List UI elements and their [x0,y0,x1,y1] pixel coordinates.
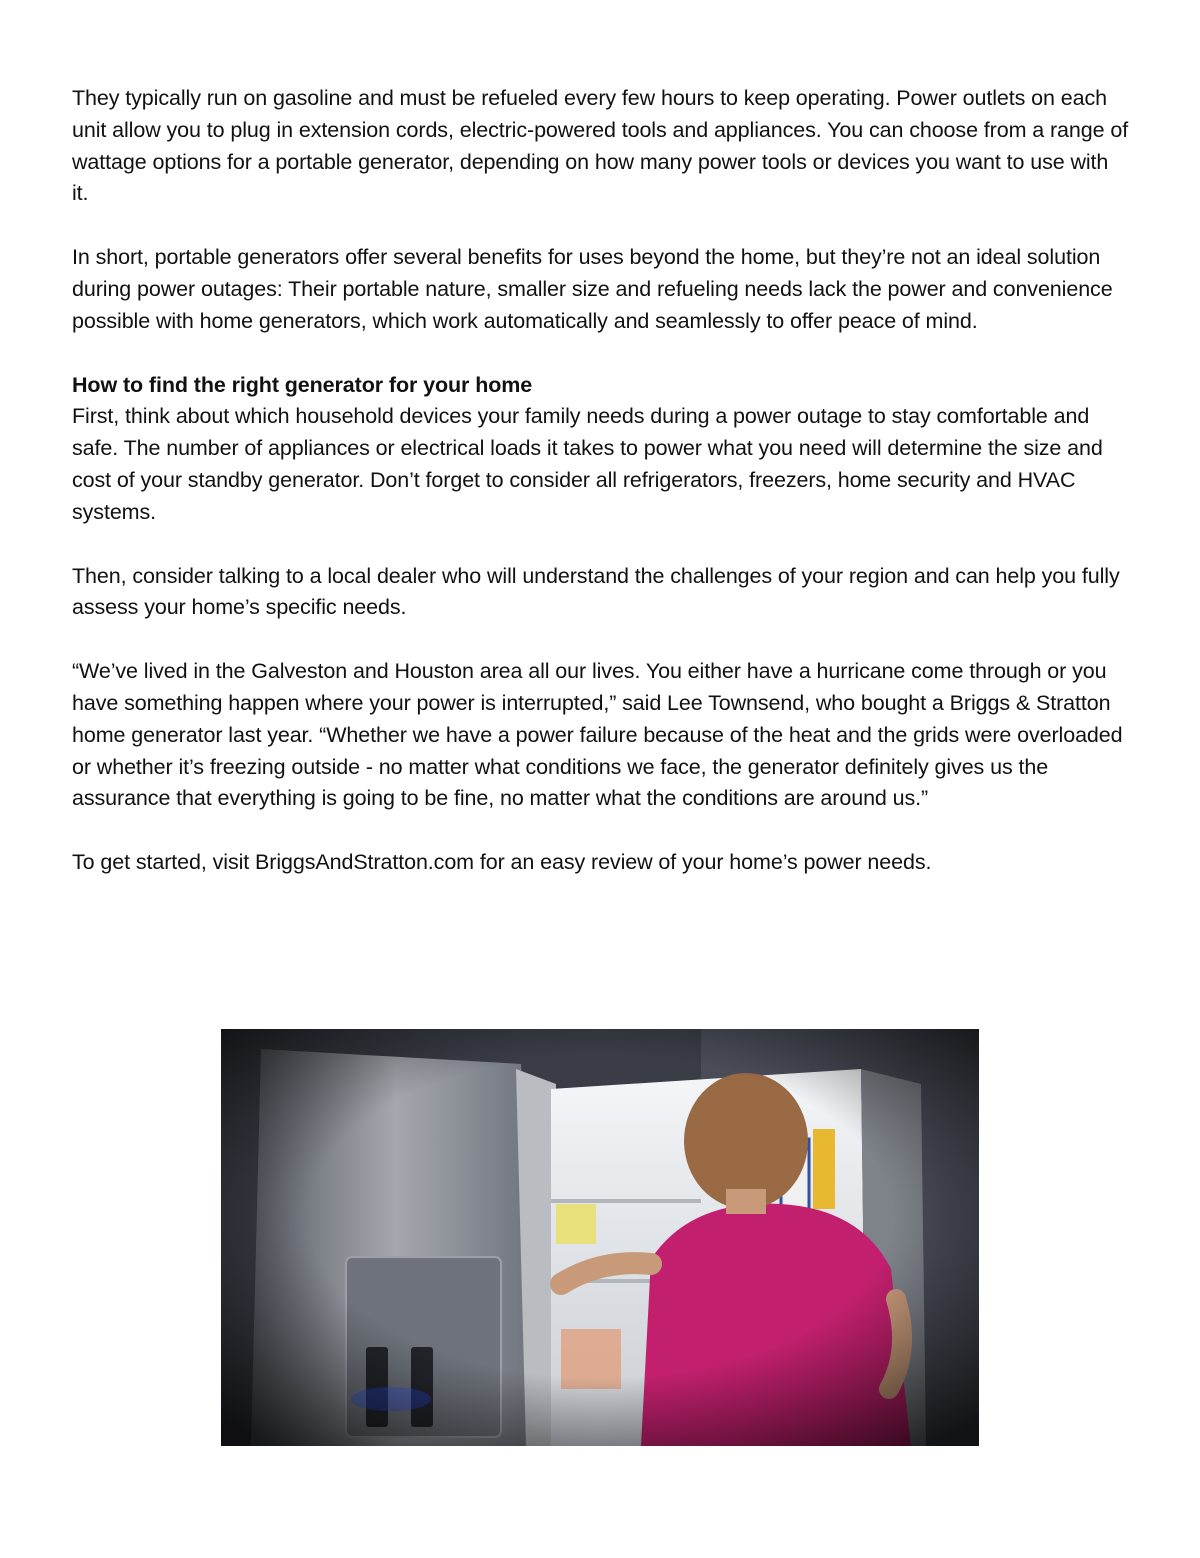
vignette [221,1029,979,1446]
section-heading: How to find the right generator for your home [72,372,533,397]
refrigerator-photo [221,1029,979,1446]
paragraph-in-short: In short, portable generators offer several benefits for uses beyond the home, but they’re not an ideal solution during power outages: Their portable nature, smaller size and refueling needs lack the power and convenience possible with home generators, which work automatically and seamlessly to offer peace of mind. [72,245,1113,333]
paragraph-quote: “We’ve lived in the Galveston and Houston area all our lives. You either have a hurricane come through or you have something happen where your power is interrupted,” said Lee Townsend, who bought a Briggs & Stratton home generator last year. “Whether we have a power failure because of the heat and the grids were overloaded or whether it’s freezing outside - no matter what conditions we face, the generator definitely gives us the assurance that everything is going to be fine, no matter what the conditions are around us.” [72,659,1123,811]
paragraph-get-started: To get started, visit BriggsAndStratton.com for an easy review of your home’s power needs. [72,850,932,875]
article-body [72,83,1130,911]
paragraph-local-dealer: Then, consider talking to a local dealer who will understand the challenges of your region and can help you fully assess your home’s specific needs. [72,563,1120,620]
paragraph-first-think: First, think about which household devices your family needs during a power outage to stay comfortable and safe. The number of appliances or electrical loads it takes to power what you need will determine the size and cost of your standby generator. Don’t forget to consider all refrigerators, freezers, home security and HVAC systems. [72,404,1103,524]
paragraph-portable-generators: They typically run on gasoline and must be refueled every few hours to keep operating. Power outlets on each unit allow you to plug in extension cords, electric-powered tools and appliances. You can choose from a range of wattage options for a portable generator, depending on how many power tools or devices you want to use with it. [72,86,1129,206]
photo-illustration [221,1029,979,1446]
